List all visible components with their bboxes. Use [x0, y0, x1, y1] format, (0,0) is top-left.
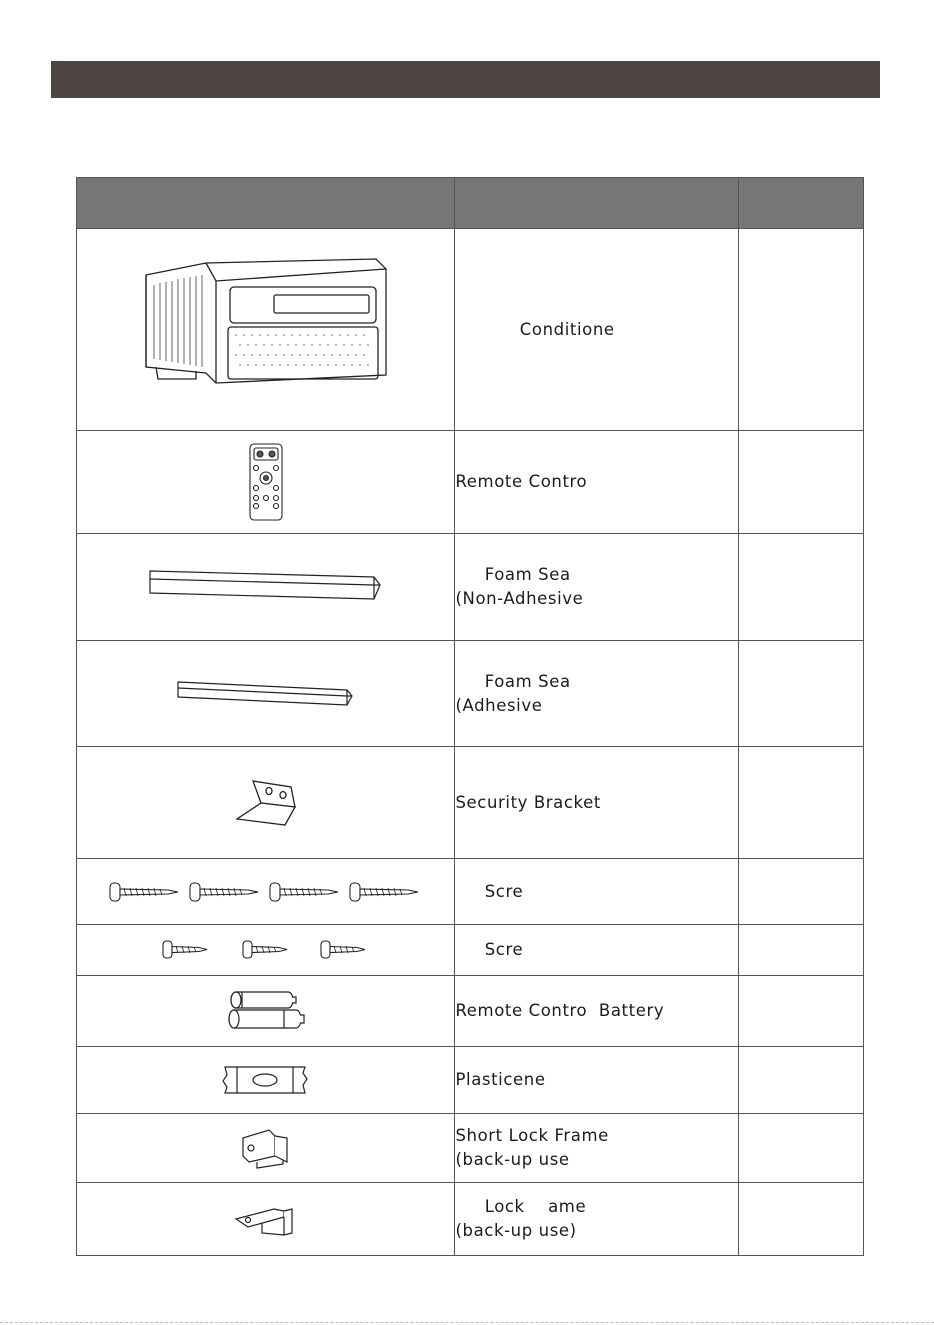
description-line: Scre — [455, 881, 524, 901]
quantity-cell — [738, 747, 863, 859]
quantity-cell — [738, 641, 863, 747]
quantity-cell — [738, 229, 863, 431]
table-header-row — [77, 178, 864, 229]
row-description — [455, 859, 738, 925]
description-line: Scre — [455, 940, 524, 959]
description-line: Foam Sea — [455, 671, 571, 691]
foam-seal-short-image — [77, 641, 455, 747]
description-line: (back-up use — [455, 1150, 570, 1169]
air-conditioner-image — [77, 229, 455, 431]
remote-control-image — [77, 431, 455, 534]
row-description — [455, 229, 738, 431]
description-line: Short Lock Frame — [455, 1126, 609, 1145]
long-screws-image — [77, 859, 455, 925]
description-line: Plasticene — [455, 1070, 546, 1089]
batteries-image — [77, 976, 455, 1047]
table-row — [77, 1047, 864, 1114]
foam-seal-long-image — [77, 534, 455, 641]
description-line: Foam Sea — [455, 565, 571, 584]
quantity-cell — [738, 925, 863, 976]
header-cell-image — [77, 178, 455, 229]
quantity-cell — [738, 1183, 863, 1256]
description-line: Security Bracket — [455, 792, 601, 812]
row-description — [455, 925, 738, 976]
table-row — [77, 431, 864, 534]
row-description — [455, 1183, 738, 1256]
table-row — [77, 534, 864, 641]
table-row — [77, 1114, 864, 1183]
security-bracket-image — [77, 747, 455, 859]
row-description — [455, 976, 738, 1047]
header-cell-description — [455, 178, 738, 229]
lock-frame-image — [77, 1183, 455, 1256]
description-line: (back-up use) — [455, 1221, 577, 1240]
row-description — [455, 534, 738, 641]
description-line: Conditione — [455, 319, 615, 339]
quantity-cell — [738, 534, 863, 641]
table-row — [77, 1183, 864, 1256]
description-line: Lock ame — [455, 1197, 587, 1216]
description-line: Remote Contro — [455, 472, 588, 491]
parts-table — [76, 177, 864, 1256]
short-lock-frame-image — [77, 1114, 455, 1183]
description-line: (Adhesive — [455, 695, 543, 715]
quantity-cell — [738, 1114, 863, 1183]
quantity-cell — [738, 1047, 863, 1114]
row-description — [455, 431, 738, 534]
table-row — [77, 747, 864, 859]
header-cell-quantity — [738, 178, 863, 229]
quantity-cell — [738, 976, 863, 1047]
quantity-cell — [738, 431, 863, 534]
row-description — [455, 747, 738, 859]
table-row — [77, 229, 864, 431]
description-line: Remote Contro Battery — [455, 1001, 665, 1020]
short-screws-image — [77, 925, 455, 976]
row-description — [455, 641, 738, 747]
page-bottom-rule — [0, 1322, 934, 1323]
table-row — [77, 859, 864, 925]
row-description — [455, 1114, 738, 1183]
plasticene-image — [77, 1047, 455, 1114]
row-description — [455, 1047, 738, 1114]
table-row — [77, 976, 864, 1047]
quantity-cell — [738, 859, 863, 925]
section-header-bar — [51, 61, 880, 98]
table-row — [77, 641, 864, 747]
table-row — [77, 925, 864, 976]
description-line: (Non-Adhesive — [455, 589, 584, 608]
